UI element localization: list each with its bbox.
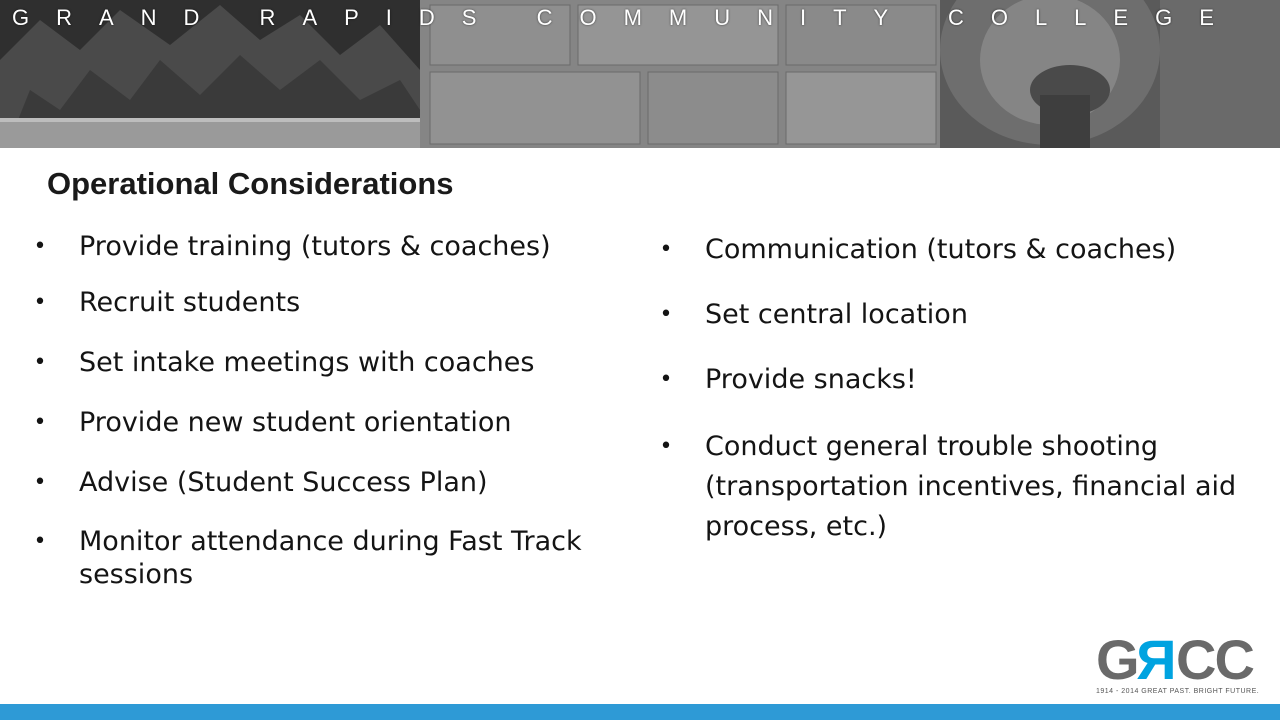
list-item xyxy=(659,232,1249,268)
list-item xyxy=(659,362,1249,398)
logo-tagline: 1914 - 2014 GREAT PAST. BRIGHT FUTURE. xyxy=(1096,688,1260,695)
bullet-text: Provide training (tutors & coaches) xyxy=(79,231,551,262)
bullet-icon: • xyxy=(33,234,47,259)
college-name-banner: GRAND RAPIDS COMMUNITY COLLEGE xyxy=(12,5,1241,30)
list-item xyxy=(33,230,593,263)
bullet-text: Advise (Student Success Plan) xyxy=(79,467,488,498)
list-item xyxy=(659,427,1249,547)
header-banner xyxy=(0,0,1280,148)
list-item xyxy=(33,405,593,441)
bullet-text: Set intake meetings with coaches xyxy=(79,347,535,378)
logo-letters-cc: CC xyxy=(1176,628,1253,691)
list-item xyxy=(33,465,593,501)
slide-title: Operational Considerations xyxy=(47,166,454,201)
logo-letter-g: G xyxy=(1096,628,1138,691)
bullet-text: Recruit students xyxy=(79,287,301,318)
bullet-text: Provide new student orientation xyxy=(79,407,512,438)
bullet-icon: • xyxy=(33,470,47,495)
bullet-text: Monitor attendance during Fast Track sessions xyxy=(79,526,582,590)
bullet-text: Communication (tutors & coaches) xyxy=(705,234,1177,265)
bullet-icon: • xyxy=(33,290,47,315)
bullet-icon: • xyxy=(659,302,673,327)
bullet-icon: • xyxy=(659,434,673,459)
bullet-icon: • xyxy=(33,410,47,435)
bullet-text: Provide snacks! xyxy=(705,364,917,395)
list-item xyxy=(659,297,1249,333)
grcc-logo xyxy=(1096,628,1266,696)
bullet-icon: • xyxy=(659,367,673,392)
list-item xyxy=(33,285,593,321)
logo-letter-r: R xyxy=(1137,628,1177,691)
right-bullet-list xyxy=(659,232,1249,576)
bullet-icon: • xyxy=(33,350,47,375)
left-bullet-list xyxy=(33,230,593,613)
logo-wordmark xyxy=(1096,628,1266,691)
bullet-text: Conduct general trouble shooting (transportation incentives, financial aid process, etc.) xyxy=(705,431,1237,542)
bottom-accent-bar xyxy=(0,704,1280,720)
list-item xyxy=(33,345,593,381)
bullet-icon: • xyxy=(33,529,47,554)
bullet-icon: • xyxy=(659,237,673,262)
list-item xyxy=(33,525,593,591)
bullet-text: Set central location xyxy=(705,299,968,330)
